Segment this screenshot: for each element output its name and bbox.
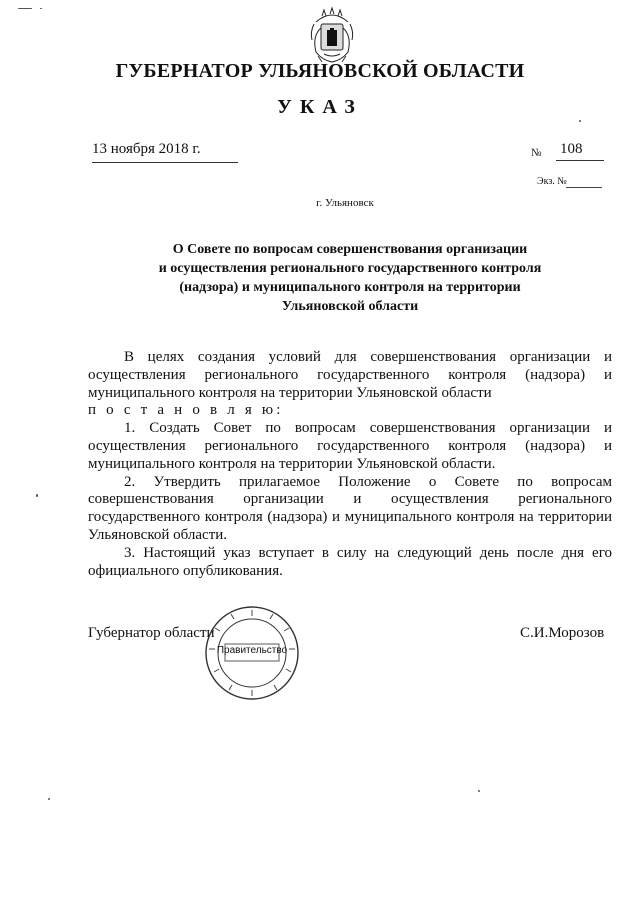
decree-number: 108 [560,141,583,157]
decree-heading [100,240,600,316]
copy-number-underline [566,187,602,188]
scan-speck [48,798,50,800]
scan-speck [478,790,480,792]
heading-line: (надзора) и муниципального контроля на территории [179,280,521,295]
scan-speck [40,8,42,9]
scan-speck [579,120,581,122]
item-2: 2. Утвердить прилагаемое Положение о Совете по вопросам совершенствования организации и осуществления регионального государственного контроля (надзора) и муниципального контроля на территории Ульяновской области. [88,473,612,543]
number-label: № [531,147,542,159]
heading-line: О Совете по вопросам совершенствования организации [172,242,528,257]
resolve-word: п о с т а н о в л я ю: [88,402,284,419]
preamble-paragraph: В целях создания условий для совершенствования организации и осуществления регионального государственного контроля (надзора) и муниципального контроля на территории Ульяновской области [88,349,612,401]
scan-speck [36,494,38,497]
heading-line: Ульяновской области [281,299,419,314]
signer-name: С.И.Морозов [520,625,605,641]
city-name: г. Ульяновск [316,197,374,209]
heading-line: и осуществления регионального государственного контроля [158,261,542,276]
document-type: УКАЗ [277,96,363,118]
scan-speck [18,8,32,9]
decree-date: 13 ноября 2018 г. [92,141,201,157]
decree-body [88,349,612,580]
signer-title: Губернатор области [88,625,215,641]
authority-title: ГУБЕРНАТОР УЛЬЯНОВСКОЙ ОБЛАСТИ [115,60,525,82]
seal-text: Правительство [216,645,288,656]
item-1: 1. Создать Совет по вопросам совершенствования организации и осуществления регионального государственного контроля (надзора) и муниципального контроля на территории Ульяновской области. [88,420,612,472]
copy-number-label: Экз. № [537,176,567,187]
number-underline [556,160,604,161]
ulyanovsk-coat-of-arms-icon [306,6,358,66]
item-3: 3. Настоящий указ вступает в силу на следующий день после дня его официального опубликования. [88,544,612,579]
date-underline [92,162,238,163]
